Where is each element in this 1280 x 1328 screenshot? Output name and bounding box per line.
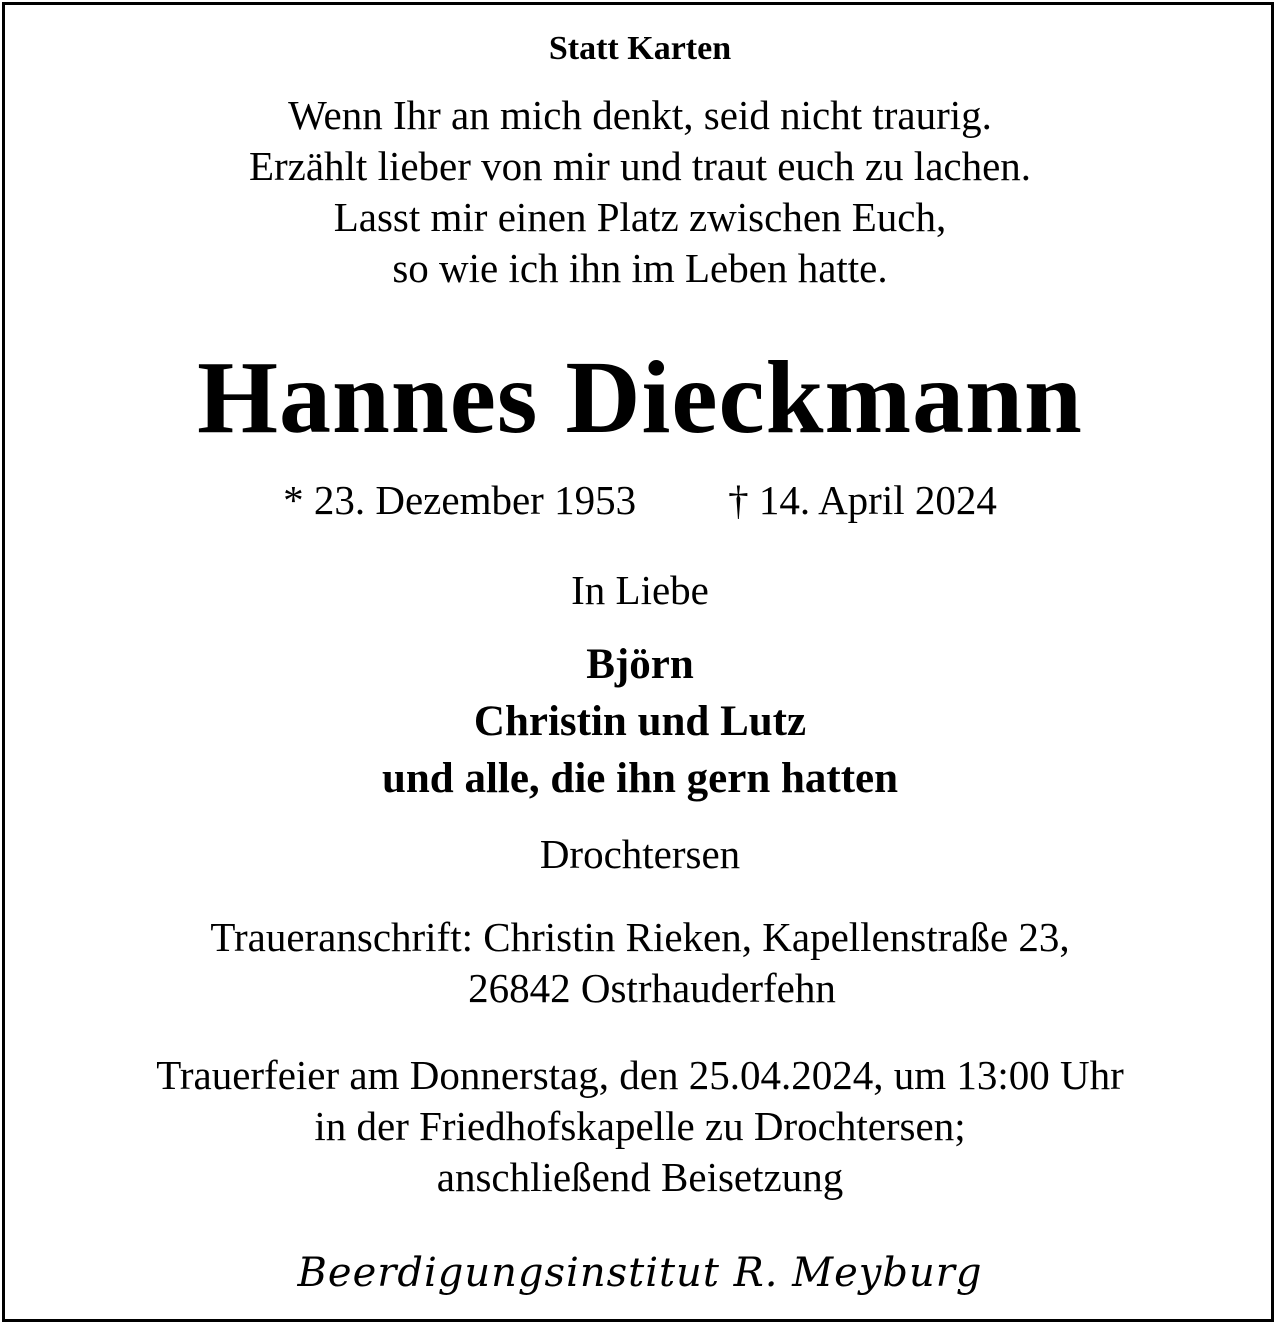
service-line: in der Friedhofskapelle zu Drochtersen; xyxy=(314,1103,966,1149)
service-line: Trauerfeier am Donnerstag, den 25.04.2024, um 13:00 Uhr xyxy=(156,1052,1124,1098)
place-name: Drochtersen xyxy=(539,831,741,877)
mourner-line: und alle, die ihn gern hatten xyxy=(381,755,899,802)
notice-heading: Statt Karten xyxy=(548,30,732,67)
life-dates xyxy=(0,476,1280,524)
mourner-line: Björn xyxy=(586,641,694,688)
address-line-2: 26842 Ostrhauderfehn xyxy=(468,965,836,1011)
poem-line: Erzählt lieber von mir und traut euch zu lachen. xyxy=(248,143,1032,189)
death-date: † 14. April 2024 xyxy=(728,477,997,523)
mourning-address xyxy=(0,912,1280,1014)
mourners-list xyxy=(0,636,1280,807)
poem-line: Lasst mir einen Platz zwischen Euch, xyxy=(333,194,947,240)
service-line: anschließend Beisetzung xyxy=(436,1154,844,1200)
address-line-1: Traueranschrift: Christin Rieken, Kapellenstraße 23, xyxy=(210,914,1070,960)
memorial-poem xyxy=(0,90,1280,294)
birth-date: * 23. Dezember 1953 xyxy=(283,477,637,523)
funeral-service-info xyxy=(0,1050,1280,1203)
poem-line: Wenn Ihr an mich denkt, seid nicht traurig. xyxy=(288,92,992,138)
deceased-name: Hannes Dieckmann xyxy=(197,340,1083,455)
mourner-line: Christin und Lutz xyxy=(473,698,807,745)
poem-line: so wie ich ihn im Leben hatte. xyxy=(392,245,888,291)
in-love-text: In Liebe xyxy=(571,567,709,613)
funeral-home-signature: Beerdigungsinstitut R. Meyburg xyxy=(297,1250,983,1296)
